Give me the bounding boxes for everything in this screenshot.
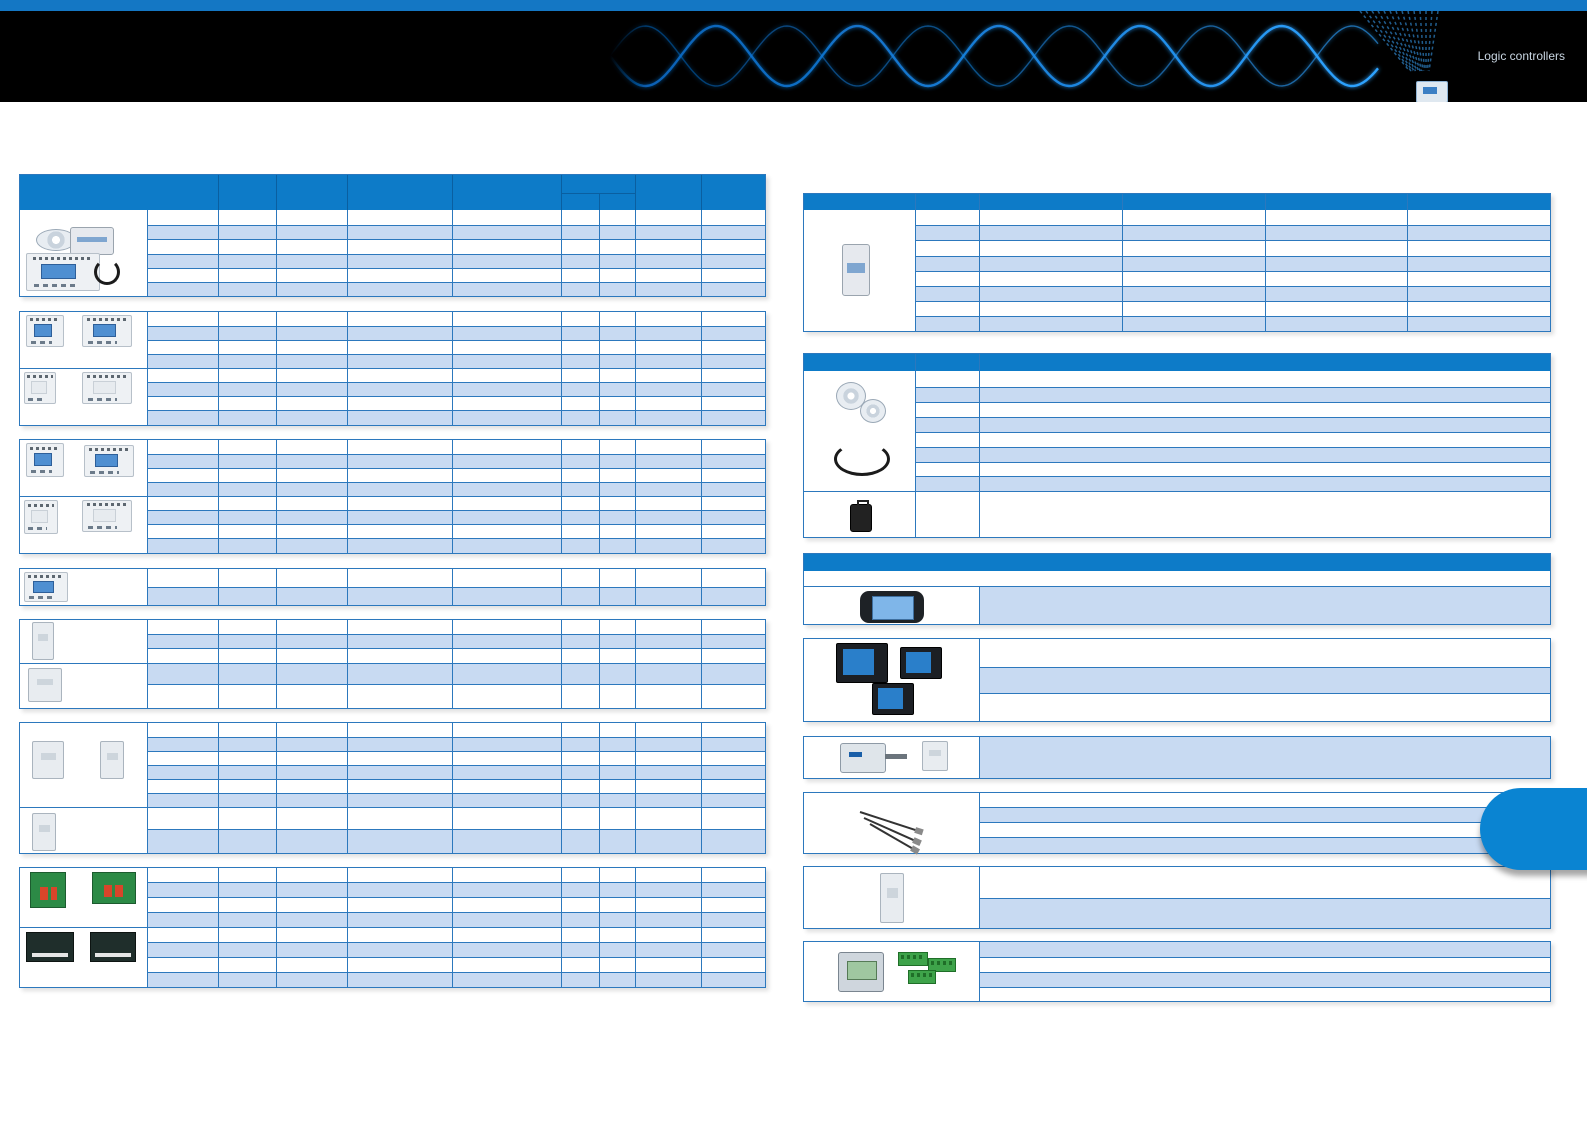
table-row-band — [147, 326, 765, 340]
table-row-line — [147, 912, 765, 913]
product-image — [100, 741, 124, 779]
table-row-line — [147, 882, 765, 883]
hmi-panel-image — [900, 647, 942, 679]
table-row-line — [147, 793, 765, 794]
product-image — [82, 315, 132, 347]
product-table-block — [19, 619, 766, 709]
controller-image — [26, 253, 100, 291]
table-column-line — [635, 569, 636, 605]
table-column-line — [276, 620, 277, 708]
table-row-band — [147, 793, 765, 807]
product-table-block — [19, 311, 766, 426]
table-row-band — [147, 410, 765, 425]
product-image — [24, 500, 58, 534]
communication-module-image — [922, 741, 948, 771]
table-column-line — [635, 723, 636, 853]
table-column-line — [347, 569, 348, 605]
table-row-line — [147, 410, 765, 411]
top-accent-line — [0, 0, 1587, 11]
product-image — [82, 500, 132, 532]
header-banner — [0, 11, 1587, 102]
table-row-line — [147, 957, 765, 958]
table-column-line — [701, 569, 702, 605]
product-image — [30, 872, 66, 908]
smartphone-app-image — [860, 591, 924, 623]
table-row-line — [147, 829, 765, 830]
table-row-line — [147, 684, 765, 685]
table-row-line — [147, 587, 765, 588]
table-column-line — [347, 723, 348, 853]
table-column-line — [635, 868, 636, 987]
table-column-line — [452, 868, 453, 987]
table-row-line — [147, 648, 765, 649]
table-row-band — [147, 454, 765, 468]
light-ray — [1420, 11, 1425, 71]
table-column-line — [701, 440, 702, 553]
table-row-line — [147, 468, 765, 469]
table-row-line — [147, 396, 765, 397]
table-column-line — [147, 440, 148, 553]
table-column-line — [347, 440, 348, 553]
modem-table — [803, 736, 1551, 779]
table-column-line — [635, 620, 636, 708]
table-row-band — [147, 538, 765, 553]
table-row-line — [147, 510, 765, 511]
table-column-line — [276, 312, 277, 425]
table-column-line — [561, 312, 562, 425]
table-row-band — [147, 942, 765, 957]
table-column-line — [347, 620, 348, 708]
table-column-line — [147, 312, 148, 425]
module-table — [803, 866, 1551, 929]
table-row-line — [147, 382, 765, 383]
table-column-line — [701, 312, 702, 425]
table-column-line — [452, 312, 453, 425]
hmi-panel-image — [872, 683, 914, 715]
table-column-line — [452, 723, 453, 853]
chapter-side-tab[interactable] — [1480, 788, 1587, 870]
product-image — [32, 813, 56, 851]
table-column-line — [347, 312, 348, 425]
product-image — [90, 932, 136, 962]
din-module-image — [880, 873, 904, 923]
light-ray — [1378, 11, 1414, 71]
table-row-band — [147, 912, 765, 927]
product-image — [26, 932, 74, 962]
table-column-line — [701, 723, 702, 853]
power-supply-image — [842, 244, 870, 296]
table-column-line — [347, 868, 348, 987]
table-column-line — [599, 620, 600, 708]
table-column-line — [452, 620, 453, 708]
table-row-band — [147, 587, 765, 605]
table-row-line — [147, 538, 765, 539]
main-table-header — [19, 174, 766, 297]
table-row-line — [147, 737, 765, 738]
table-row-line — [147, 524, 765, 525]
table-column-line — [561, 569, 562, 605]
table-column-line — [452, 569, 453, 605]
table-column-line — [561, 440, 562, 553]
carry-case-image — [850, 504, 872, 532]
light-ray — [1402, 11, 1420, 71]
table-column-line — [635, 440, 636, 553]
product-image — [32, 622, 54, 660]
product-image — [92, 872, 136, 904]
hmi-table — [803, 638, 1551, 722]
table-column-line — [218, 312, 219, 425]
light-ray — [1366, 11, 1411, 71]
table-row-band — [147, 829, 765, 853]
product-table-block — [19, 722, 766, 854]
table-row-line — [147, 897, 765, 898]
product-image — [28, 668, 62, 702]
table-column-line — [147, 569, 148, 605]
table-column-line — [701, 868, 702, 987]
product-image — [24, 572, 68, 602]
table-group-divider — [20, 927, 765, 928]
table-row-band — [147, 510, 765, 524]
accessories-header — [803, 553, 1551, 625]
table-row-band — [147, 663, 765, 684]
terminal-block-image — [908, 970, 936, 984]
usb-cable-image — [834, 442, 890, 476]
light-ray — [1390, 11, 1417, 71]
product-image — [82, 372, 132, 404]
table-column-line — [276, 569, 277, 605]
hmi-panel-image — [836, 643, 888, 683]
table-row-line — [147, 482, 765, 483]
product-table-block — [19, 568, 766, 606]
table-column-line — [276, 868, 277, 987]
table-row-line — [147, 751, 765, 752]
terminal-block-image — [898, 952, 928, 966]
product-table-block — [19, 439, 766, 554]
logic-controller-icon — [1416, 81, 1448, 102]
table-group-divider — [20, 663, 765, 664]
table-row-line — [147, 354, 765, 355]
table-group-divider — [20, 807, 765, 808]
table-row-band — [147, 882, 765, 897]
table-column-line — [561, 620, 562, 708]
table-group-divider — [20, 368, 765, 369]
table-column-line — [147, 723, 148, 853]
table-column-line — [147, 620, 148, 708]
table-column-line — [599, 868, 600, 987]
table-row-line — [147, 326, 765, 327]
cable-image — [94, 259, 120, 285]
table-row-line — [147, 972, 765, 973]
table-column-line — [635, 312, 636, 425]
table-column-line — [599, 440, 600, 553]
table-column-line — [147, 868, 148, 987]
product-image — [32, 741, 64, 779]
table-row-band — [147, 765, 765, 779]
table-row-band — [147, 354, 765, 368]
table-row-line — [147, 634, 765, 635]
table-column-line — [599, 569, 600, 605]
table-column-line — [218, 620, 219, 708]
table-row-band — [147, 737, 765, 751]
table-row-line — [147, 454, 765, 455]
table-column-line — [561, 868, 562, 987]
kit-box-image — [70, 227, 114, 255]
light-ray — [1428, 11, 1433, 71]
sensor-table — [803, 792, 1551, 854]
table-row-line — [147, 779, 765, 780]
table-column-line — [218, 723, 219, 853]
product-table-block — [19, 867, 766, 988]
table-row-band — [147, 634, 765, 648]
section-title: Logic controllers — [1477, 49, 1565, 63]
gsm-modem-image — [840, 743, 886, 773]
table-row-line — [147, 340, 765, 341]
panel-display-image — [838, 952, 884, 992]
table-row-band — [147, 482, 765, 496]
table-group-divider — [20, 496, 765, 497]
table-row-band — [147, 972, 765, 987]
power-supply-table — [803, 193, 1551, 332]
product-image — [26, 315, 64, 347]
table-row-line — [147, 942, 765, 943]
product-image — [26, 443, 64, 477]
table-row-band — [147, 382, 765, 396]
table-column-line — [599, 312, 600, 425]
software-table — [803, 353, 1551, 538]
table-column-line — [218, 569, 219, 605]
light-ray — [1360, 11, 1410, 71]
sine-wave-graphic — [0, 11, 1587, 102]
product-image — [84, 445, 134, 477]
table-column-line — [599, 723, 600, 853]
table-column-line — [561, 723, 562, 853]
table-column-line — [218, 440, 219, 553]
table-column-line — [276, 440, 277, 553]
table-column-line — [701, 620, 702, 708]
product-image — [24, 372, 56, 404]
table-column-line — [276, 723, 277, 853]
terminal-table — [803, 941, 1551, 1002]
table-row-line — [147, 765, 765, 766]
table-column-line — [452, 440, 453, 553]
software-cd-image — [860, 399, 886, 423]
table-column-line — [218, 868, 219, 987]
light-ray — [1372, 11, 1413, 71]
